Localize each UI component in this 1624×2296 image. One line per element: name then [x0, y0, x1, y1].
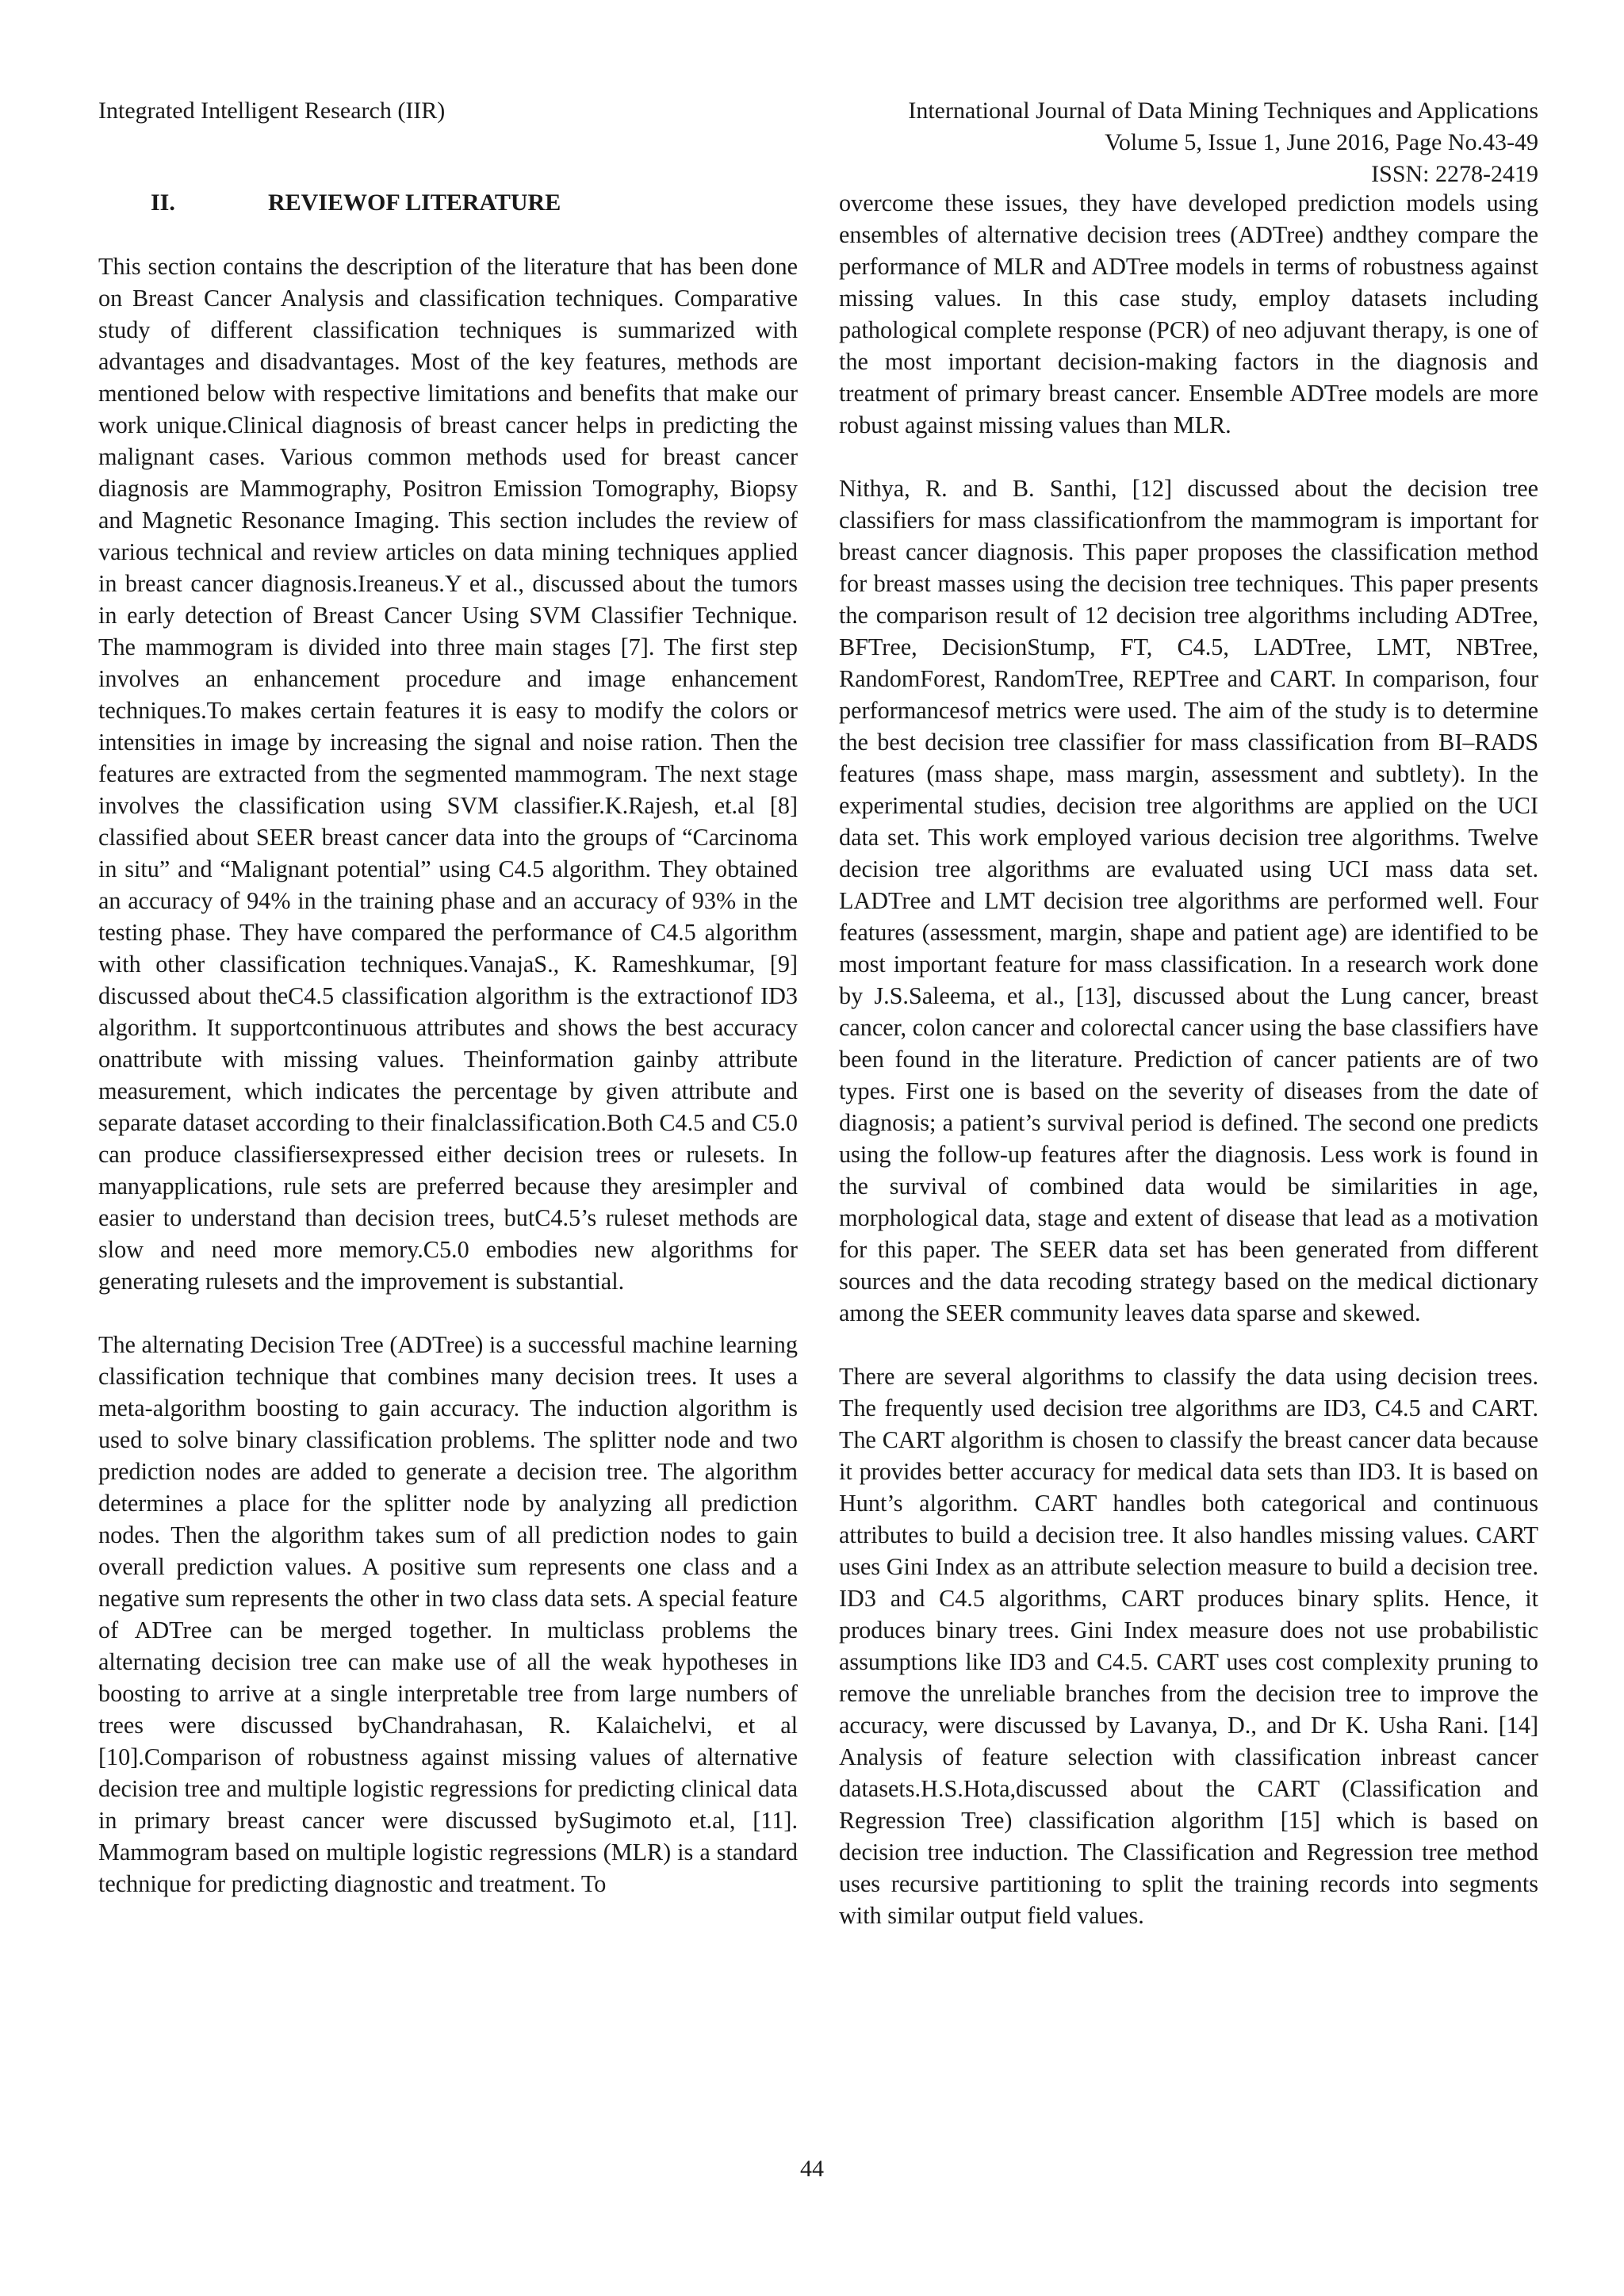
left-paragraph-2: The alternating Decision Tree (ADTree) is a successful machine learning classification technique that combines many decision trees. It uses a meta-algorithm boosting to gain accuracy. The induction algorithm is used to solve binary classification problems. The splitter node and two prediction nodes are added to generate a decision tree. The algorithm determines a place for the splitter node by analyzing all prediction nodes. Then the algorithm takes sum of all prediction nodes to gain overall prediction values. A positive sum represents one class and a negative sum represents the other in two class data sets. A special feature of ADTree can be merged together. In multiclass problems the alternating decision tree can make use of all the weak hypotheses in boosting to arrive at a single interpretable tree from large numbers of trees were discussed byChandrahasan, R. Kalaichelvi, et al [10].Comparison of robustness against missing values of alternative decision tree and multiple logistic regressions for predicting clinical data in primary breast cancer were discussed bySugimoto et.al, [11]. Mammogram based on multiple logistic regressions (MLR) is a standard technique for predicting diagnostic and treatment. To [98, 1331, 798, 1897]
journal-info-header [908, 95, 1538, 190]
page-number: 44 [800, 2156, 824, 2182]
right-paragraph-3: There are several algorithms to classify the data using decision trees. The frequently used decision tree algorithms are ID3, C4.5 and CART. The CART algorithm is chosen to classify the breast cancer data because it provides better accuracy for medical data sets than ID3. It is based on Hunt’s algorithm. CART handles both categorical and continuous attributes to build a decision tree. It also handles missing values. CART uses Gini Index as an attribute selection measure to build a decision tree. ID3 and C4.5 algorithms, CART produces binary splits. Hence, it produces binary trees. Gini Index measure does not use probabilistic assumptions like ID3 and C4.5. CART uses cost complexity pruning to remove the unreliable branches from the decision tree to improve the accuracy, were discussed by Lavanya, D., and Dr K. Usha Rani. [14] Analysis of feature selection with classification inbreast cancer datasets.H.S.Hota,discussed about the CART (Classification and Regression Tree) classification algorithm [15] which is based on decision tree induction. The Classification and Regression tree method uses recursive partitioning to split the training records into segments with similar output field values. [839, 1363, 1538, 1929]
section-number: II. [151, 189, 175, 216]
section-title: REVIEWOF LITERATURE [268, 189, 561, 216]
journal-issn: ISSN: 2278-2419 [1371, 161, 1538, 187]
left-paragraph-1: This section contains the description of the literature that has been done on Breast Cancer Analysis and classification techniques. Comparative study of different classification techniques is summarized with advantages and disadvantages. Most of the key features, methods are mentioned below with respective limitations and benefits that make our work unique.Clinical diagnosis of breast cancer helps in predicting the malignant cases. Various common methods used for breast cancer diagnosis are Mammography, Positron Emission Tomography, Biopsy and Magnetic Resonance Imaging. This section includes the review of various technical and review articles on data mining techniques applied in breast cancer diagnosis.Ireaneus.Y et al., discussed about the tumors in early detection of Breast Cancer Using SVM Classifier Technique. The mammogram is divided into three main stages [7]. The first step involves an enhancement procedure and image enhancement techniques.To makes certain features it is easy to modify the colors or intensities in image by increasing the signal and noise ration. Then the features are extracted from the segmented mammogram. The next stage involves the classification using SVM classifier.K.Rajesh, et.al [8] classified about SEER breast cancer data into the groups of “Carcinoma in situ” and “Malignant potential” using C4.5 algorithm. They obtained an accuracy of 94% in the training phase and an accuracy of 93% in the testing phase. They have compared the performance of C4.5 algorithm with other classification techniques.VanajaS., K. Rameshkumar, [9] discussed about theC4.5 classification algorithm is the extractionof ID3 algorithm. It supportcontinuous attributes and shows the best accuracy onattribute with missing values. Theinformation gainby attribute measurement, which indicates the percentage by given attribute and separate dataset according to their finalclassification.Both C4.5 and C5.0 can produce classifiersexpressed either decision trees or rulesets. In manyapplications, rule sets are preferred because they aresimpler and easier to understand than decision trees, butC4.5’s ruleset methods are slow and need more memory.C5.0 embodies new algorithms for generating rulesets and the improvement is substantial. [98, 253, 798, 1295]
right-paragraph-1: overcome these issues, they have developed prediction models using ensembles of alternative decision trees (ADTree) andthey compare the performance of MLR and ADTree models in terms of robustness against missing values. In this case study, employ datasets including pathological complete response (PCR) of neo adjuvant therapy, is one of the most important decision-making factors in the diagnosis and treatment of primary breast cancer. Ensemble ADTree models are more robust against missing values than MLR. [839, 189, 1538, 438]
article-body [98, 187, 1538, 2153]
section-heading [98, 187, 798, 219]
left-column [98, 187, 798, 2153]
journal-volume-pages: Volume 5, Issue 1, June 2016, Page No.43-49 [1105, 129, 1538, 155]
right-column [839, 187, 1538, 2153]
right-paragraph-2: Nithya, R. and B. Santhi, [12] discussed about the decision tree classifiers for mass classificationfrom the mammogram is important for breast cancer diagnosis. This paper proposes the classification method for breast masses using the decision tree techniques. This paper presents the comparison result of 12 decision tree algorithms including ADTree, BFTree, DecisionStump, FT, C4.5, LADTree, LMT, NBTree, RandomForest, RandomTree, REPTree and CART. In comparison, four performancesof metrics were used. The aim of the study is to determine the best decision tree classifier for mass classification from BI–RADS features (mass shape, mass margin, assessment and subtlety). In the experimental studies, decision tree algorithms are applied on the UCI data set. This work employed various decision tree algorithms. Twelve decision tree algorithms are evaluated using UCI mass data set. LADTree and LMT decision tree algorithms are performed well. Four features (assessment, margin, shape and patient age) are identified to be most important feature for mass classification. In a research work done by J.S.Saleema, et al., [13], discussed about the Lung cancer, breast cancer, colon cancer and colorectal cancer using the base classifiers have been found in the literature. Prediction of cancer patients are of two types. First one is based on the severity of diseases from the date of diagnosis; a patient’s survival period is defined. The second one predicts using the follow-up features after the diagnosis. Less work is found in the survival of combined data would be similarities in age, morphological data, stage and extent of disease that lead as a motivation for this paper. The SEER data set has been generated from different sources and the data recoding strategy based on the medical dictionary among the SEER community leaves data sparse and skewed. [839, 475, 1538, 1326]
journal-title: International Journal of Data Mining Techniques and Applications [908, 98, 1538, 124]
journal-publisher-header: Integrated Intelligent Research (IIR) [98, 98, 446, 124]
